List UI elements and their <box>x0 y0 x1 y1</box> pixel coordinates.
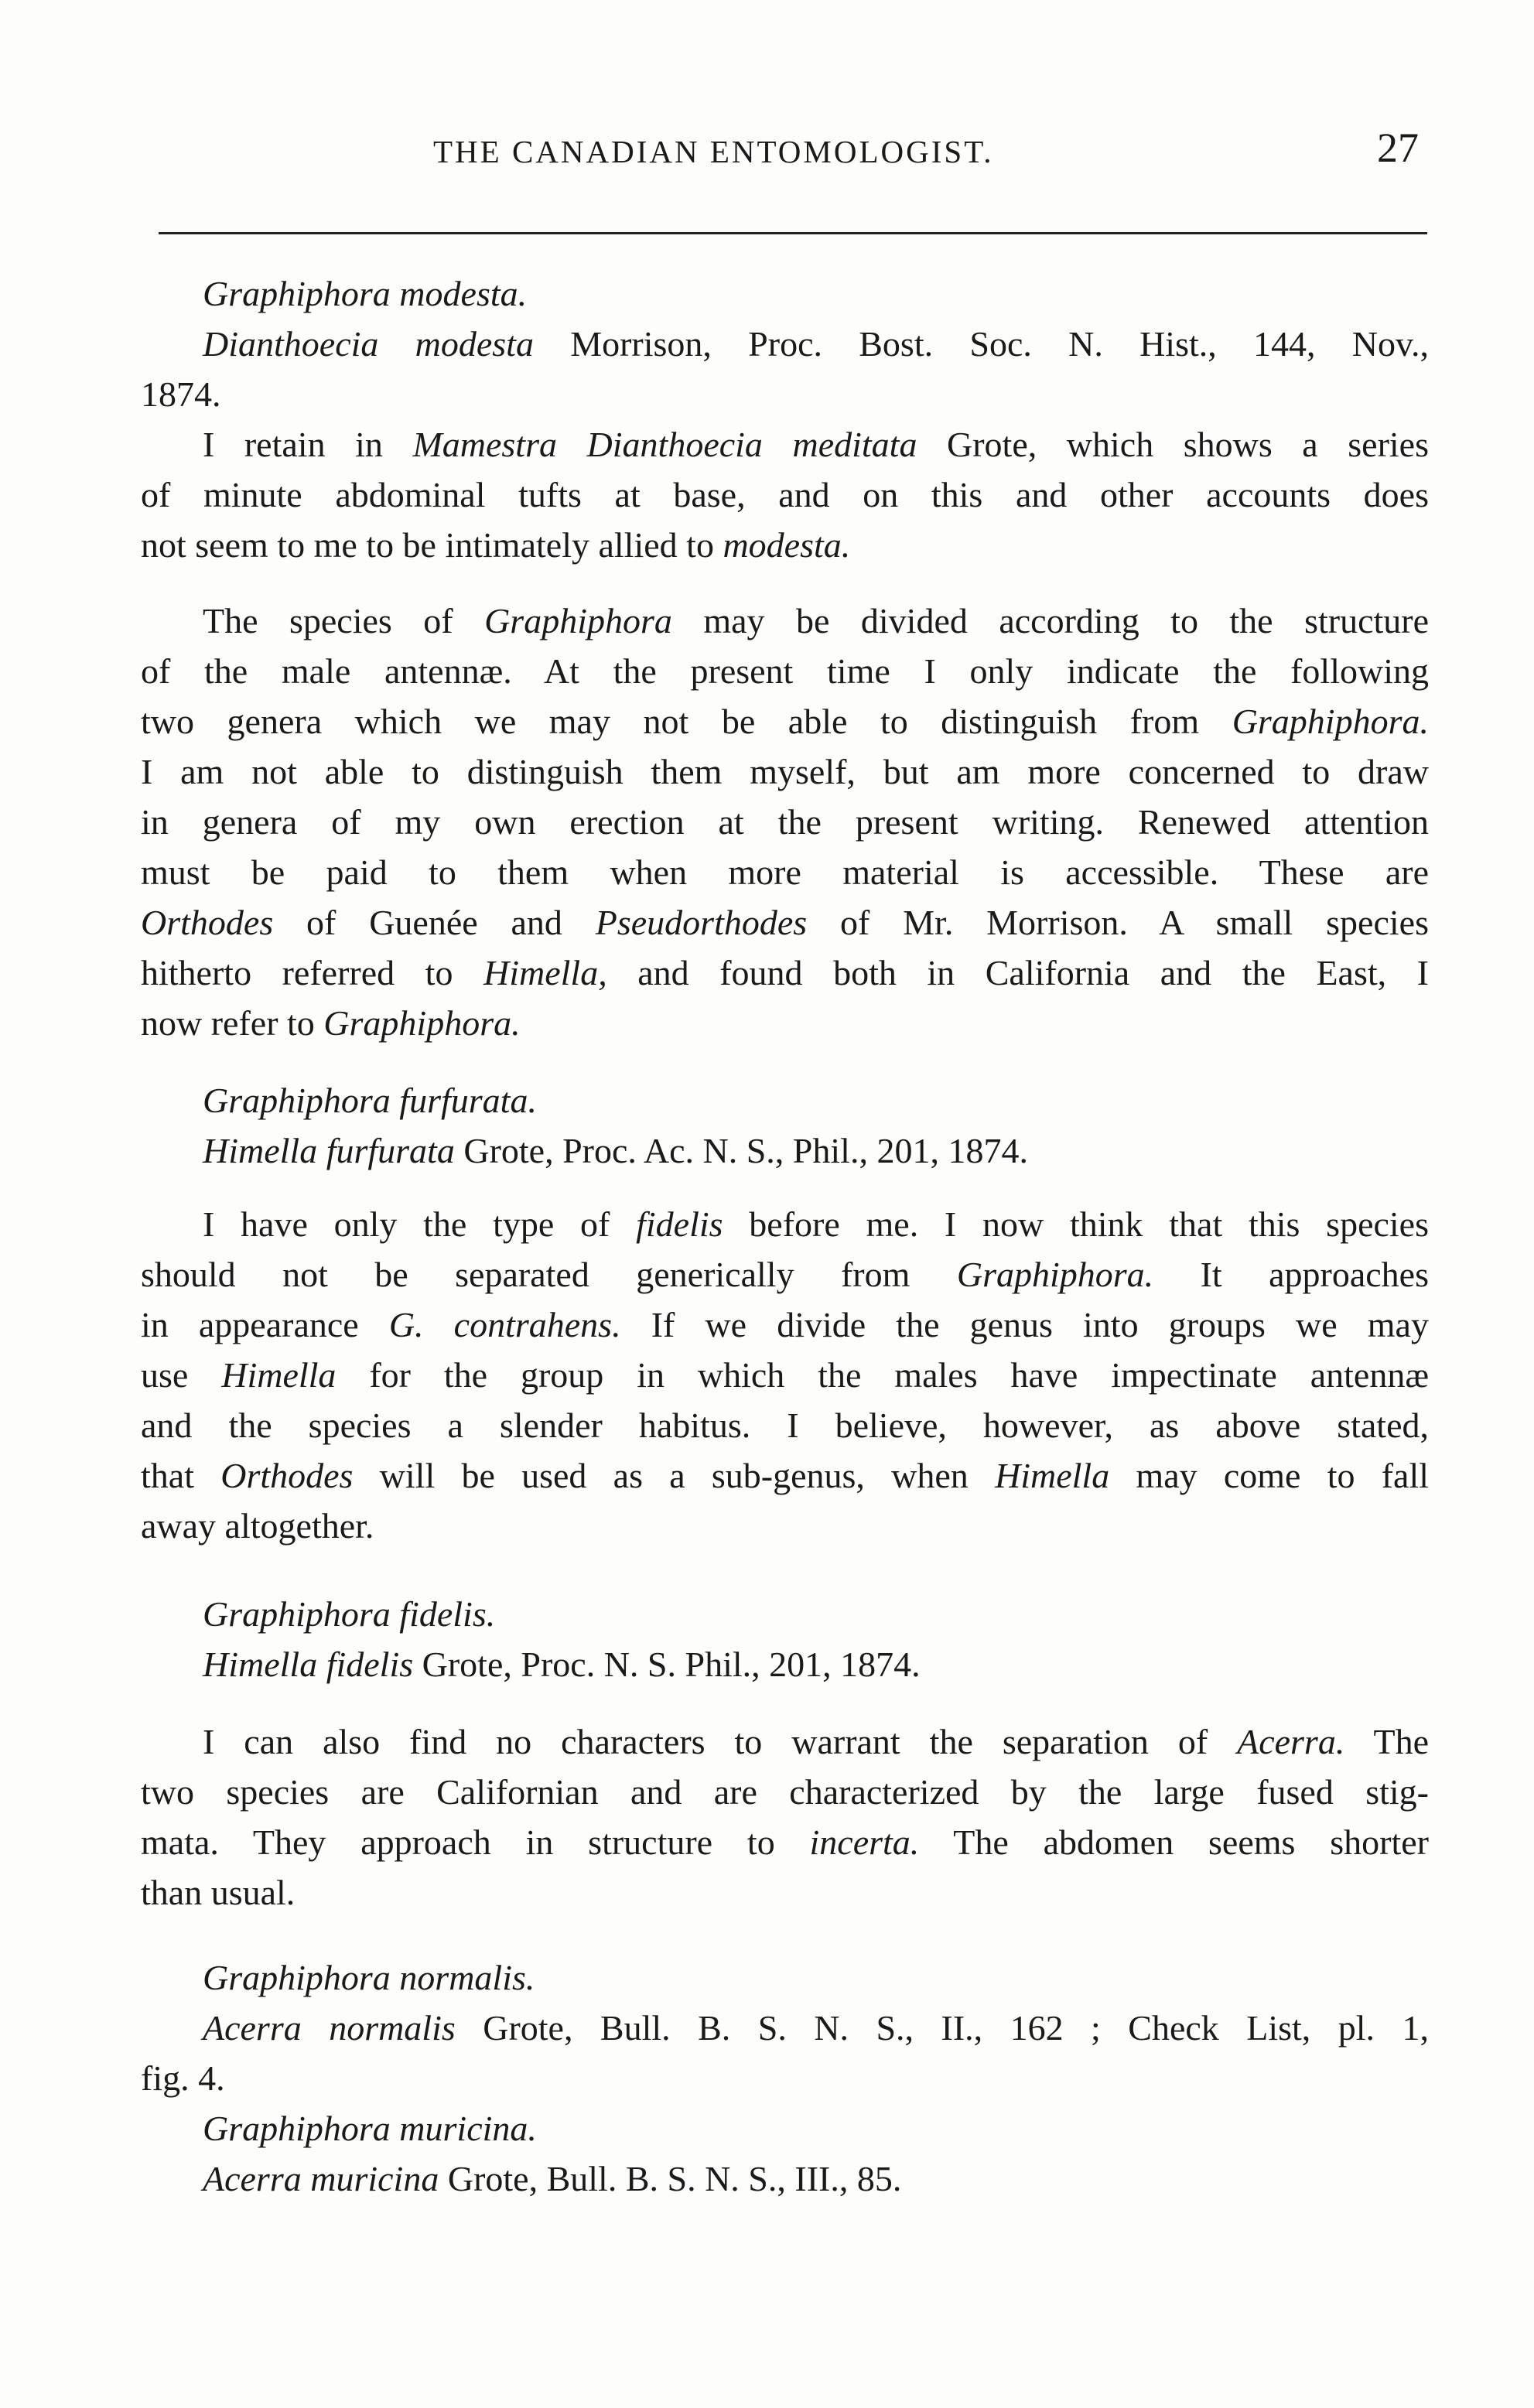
species-heading <box>203 1591 1429 1638</box>
text-line <box>141 799 1429 845</box>
text-line <box>141 900 1429 946</box>
roman-text: The <box>1344 1722 1429 1761</box>
roman-text: Morrison, Proc. Bost. Soc. N. Hist., 144, Nov., <box>533 324 1429 364</box>
text-line <box>141 1503 1429 1549</box>
roman-text: will be used as a sub-genus, when <box>353 1456 995 1495</box>
italic-text: Orthodes <box>141 903 274 942</box>
roman-text: for the group in which the males have impectinate antennæ <box>336 1355 1429 1395</box>
roman-text: that <box>141 1456 221 1495</box>
roman-text: 1874. <box>141 374 221 414</box>
roman-text: I can also find no characters to warrant the separation of <box>203 1722 1238 1761</box>
species-heading <box>203 1078 1429 1124</box>
roman-text: must be paid to them when more material is accessible. These are <box>141 852 1429 892</box>
text-line <box>141 1870 1429 1916</box>
page-number: 27 <box>1377 125 1419 171</box>
header-rule <box>159 232 1427 234</box>
text-line <box>141 1402 1429 1449</box>
italic-text: Graphiphora. <box>1232 702 1429 741</box>
italic-text: Graphiphora normalis. <box>203 1958 535 1997</box>
italic-text: Himella furfurata <box>203 1131 455 1170</box>
roman-text: and the species a slender habitus. I believe, however, as above stated, <box>141 1406 1429 1445</box>
roman-text: Grote, Bull. B. S. N. S., III., 85. <box>439 2159 902 2198</box>
text-line <box>141 1769 1429 1815</box>
roman-text: It approaches <box>1153 1255 1429 1294</box>
text-line <box>141 1819 1429 1866</box>
text-line <box>203 1201 1429 1248</box>
species-heading <box>203 1955 1429 2001</box>
synonym-citation <box>203 2005 1429 2051</box>
italic-text: Pseudorthodes <box>595 903 808 942</box>
italic-text: Acerra muricina <box>203 2159 439 2198</box>
synonym-citation <box>203 2156 1429 2202</box>
roman-text: away altogether. <box>141 1506 374 1546</box>
roman-text: The abdomen seems shorter <box>919 1822 1429 1862</box>
roman-text: in appearance <box>141 1305 389 1344</box>
italic-text: Acerra. <box>1237 1722 1345 1761</box>
roman-text: before me. I now think that this species <box>723 1204 1429 1244</box>
roman-text: Grote, Proc. N. S. Phil., 201, 1874. <box>413 1645 921 1684</box>
text-line <box>141 698 1429 745</box>
text-line <box>141 749 1429 795</box>
text-line <box>141 1453 1429 1499</box>
italic-text: Orthodes <box>220 1456 354 1495</box>
synonym-citation <box>203 321 1429 367</box>
roman-text: The species of <box>203 601 485 640</box>
text-line <box>141 648 1429 695</box>
italic-text: Dianthoecia modesta <box>203 324 534 364</box>
roman-text: I retain in <box>203 425 413 464</box>
roman-text: I have only the type of <box>203 1204 637 1244</box>
text-line <box>141 472 1429 518</box>
text-line <box>141 1000 1429 1047</box>
text-line <box>141 2055 1429 2102</box>
text-line <box>141 1302 1429 1348</box>
roman-text: and found both in California and the East, I <box>606 953 1430 992</box>
text-line <box>203 422 1429 468</box>
synonym-citation <box>203 1128 1429 1174</box>
italic-text: Graphiphora <box>484 601 672 640</box>
text-line <box>203 1719 1429 1765</box>
roman-text: fig. 4. <box>141 2058 225 2098</box>
text-line <box>141 950 1429 996</box>
roman-text: Grote, Proc. Ac. N. S., Phil., 201, 1874. <box>454 1131 1028 1170</box>
italic-text: Graphiphora fidelis. <box>203 1594 496 1634</box>
italic-text: Graphiphora muricina. <box>203 2109 537 2148</box>
italic-text: Himella <box>995 1456 1110 1495</box>
italic-text: Himella, <box>483 953 607 992</box>
roman-text: mata. They approach in structure to <box>141 1822 810 1862</box>
roman-text: of Guenée and <box>273 903 596 942</box>
roman-text: may come to fall <box>1109 1456 1430 1495</box>
species-heading <box>203 2106 1429 2152</box>
text-line <box>203 598 1429 644</box>
italic-text: G. contrahens. <box>388 1305 621 1344</box>
italic-text: Mamestra Dianthoecia meditata <box>412 425 917 464</box>
italic-text: modesta. <box>723 525 851 565</box>
italic-text: Graphiphora. <box>323 1003 521 1043</box>
synonym-citation <box>203 1641 1429 1688</box>
roman-text: of minute abdominal tufts at base, and on this and other accounts does <box>141 475 1429 514</box>
roman-text: should not be separated generically from <box>141 1255 957 1294</box>
text-line <box>141 849 1429 896</box>
text-line <box>141 1252 1429 1298</box>
italic-text: Graphiphora furfurata. <box>203 1081 537 1120</box>
roman-text: Grote, Bull. B. S. N. S., II., 162 ; Check List, pl. 1, <box>455 2008 1429 2048</box>
roman-text: now refer to <box>141 1003 324 1043</box>
roman-text: two species are Californian and are characterized by the large fused stig- <box>141 1772 1429 1812</box>
text-line <box>141 522 1429 569</box>
text-line <box>141 371 1429 418</box>
roman-text: use <box>141 1355 222 1395</box>
roman-text: hitherto referred to <box>141 953 484 992</box>
roman-text: If we divide the genus into groups we may <box>620 1305 1429 1344</box>
roman-text: of the male antennæ. At the present time I only indicate the following <box>141 651 1429 691</box>
roman-text: of Mr. Morrison. A small species <box>807 903 1429 942</box>
italic-text: Graphiphora modesta. <box>203 274 528 313</box>
italic-text: Acerra normalis <box>203 2008 456 2048</box>
italic-text: Himella <box>221 1355 337 1395</box>
running-head: THE CANADIAN ENTOMOLOGIST. <box>433 134 994 169</box>
roman-text: two genera which we may not be able to distinguish from <box>141 702 1232 741</box>
species-heading <box>203 271 1429 317</box>
italic-text: incerta. <box>809 1822 920 1862</box>
roman-text: than usual. <box>141 1873 296 1912</box>
roman-text: I am not able to distinguish them myself, but am more concerned to draw <box>141 752 1429 791</box>
roman-text: Grote, which shows a series <box>917 425 1429 464</box>
italic-text: fidelis <box>636 1204 723 1244</box>
text-line <box>141 1352 1429 1399</box>
roman-text: not seem to me to be intimately allied to <box>141 525 723 565</box>
roman-text: may be divided according to the structure <box>671 601 1430 640</box>
roman-text: in genera of my own erection at the present writing. Renewed attention <box>141 802 1429 842</box>
italic-text: Graphiphora. <box>956 1255 1154 1294</box>
italic-text: Himella fidelis <box>203 1645 414 1684</box>
